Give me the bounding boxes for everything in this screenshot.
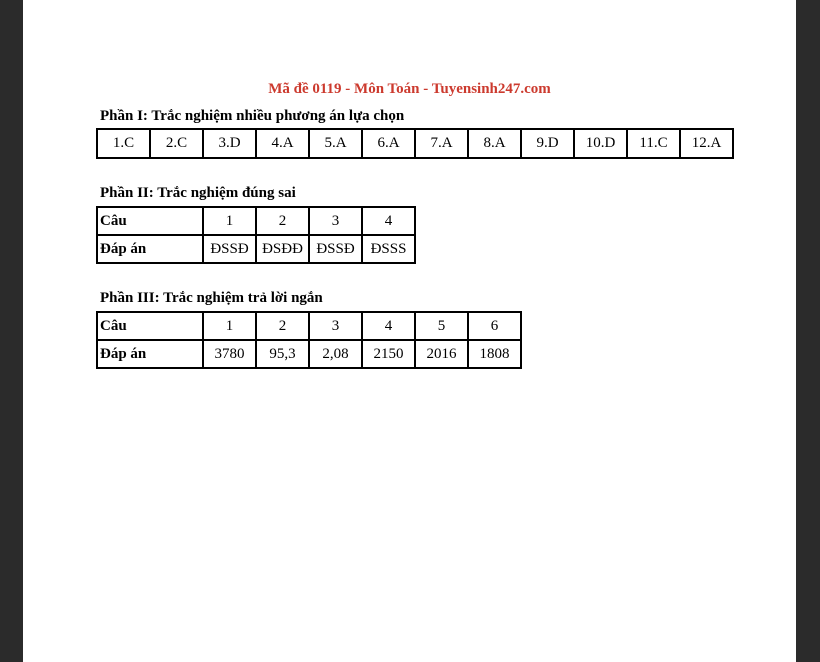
- question-cell: 4: [362, 312, 415, 340]
- table-row: [97, 340, 521, 368]
- answer-cell: 4.A: [256, 129, 309, 158]
- table-row: [97, 312, 521, 340]
- answer-cell: 95,3: [256, 340, 309, 368]
- answer-cell: 1808: [468, 340, 521, 368]
- answer-cell: 8.A: [468, 129, 521, 158]
- answer-cell: 9.D: [521, 129, 574, 158]
- row-label-question: Câu: [97, 207, 203, 235]
- part1-answer-table: [96, 128, 734, 159]
- answer-cell: ĐSSĐ: [309, 235, 362, 263]
- table-row: [97, 235, 415, 263]
- answer-cell: 2,08: [309, 340, 362, 368]
- right-margin: [796, 0, 820, 662]
- answer-cell: 2016: [415, 340, 468, 368]
- answer-cell: 5.A: [309, 129, 362, 158]
- part1-heading: Phần I: Trắc nghiệm nhiều phương án lựa chọn: [100, 108, 405, 124]
- question-cell: 5: [415, 312, 468, 340]
- question-cell: 6: [468, 312, 521, 340]
- answer-cell: 11.C: [627, 129, 680, 158]
- row-label-answer: Đáp án: [97, 235, 203, 263]
- table-row: [97, 207, 415, 235]
- answer-cell: ĐSSS: [362, 235, 415, 263]
- question-cell: 4: [362, 207, 415, 235]
- question-cell: 1: [203, 312, 256, 340]
- question-cell: 2: [256, 207, 309, 235]
- answer-cell: 2150: [362, 340, 415, 368]
- part3-answer-table: [96, 311, 522, 369]
- left-margin: [0, 0, 23, 662]
- part2-heading: Phần II: Trắc nghiệm đúng sai: [100, 185, 296, 201]
- answer-cell: 3780: [203, 340, 256, 368]
- answer-cell: 3.D: [203, 129, 256, 158]
- answer-cell: ĐSSĐ: [203, 235, 256, 263]
- row-label-answer: Đáp án: [97, 340, 203, 368]
- part2-answer-table: [96, 206, 416, 264]
- answer-cell: 1.C: [97, 129, 150, 158]
- document-title: Mã đề 0119 - Môn Toán - Tuyensinh247.com: [268, 81, 551, 97]
- question-cell: 1: [203, 207, 256, 235]
- row-label-question: Câu: [97, 312, 203, 340]
- table-row: [97, 129, 733, 158]
- question-cell: 3: [309, 207, 362, 235]
- answer-cell: 7.A: [415, 129, 468, 158]
- document-page: [23, 0, 796, 662]
- answer-cell: 6.A: [362, 129, 415, 158]
- question-cell: 3: [309, 312, 362, 340]
- answer-cell: 12.A: [680, 129, 733, 158]
- answer-cell: 2.C: [150, 129, 203, 158]
- answer-cell: 10.D: [574, 129, 627, 158]
- answer-cell: ĐSĐĐ: [256, 235, 309, 263]
- part3-heading: Phần III: Trắc nghiệm trả lời ngắn: [100, 290, 323, 306]
- question-cell: 2: [256, 312, 309, 340]
